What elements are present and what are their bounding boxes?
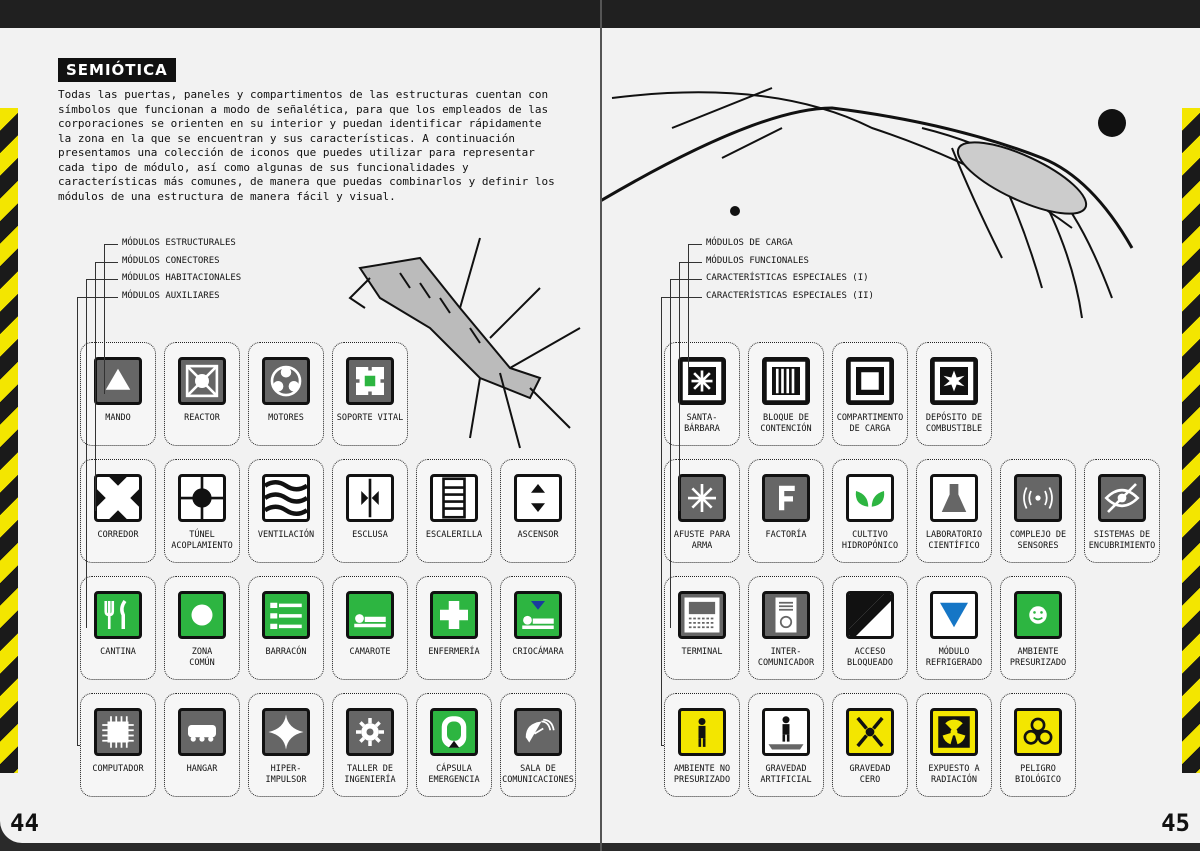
pod-icon — [430, 708, 478, 756]
module-tile — [1000, 693, 1076, 797]
cross-corridor-icon — [94, 474, 142, 522]
module-label: CANTINA — [100, 647, 136, 657]
chip-icon — [94, 708, 142, 756]
vehicle-icon — [178, 708, 226, 756]
gravity-icon — [762, 708, 810, 756]
module-label: VENTILACIÓN — [257, 530, 315, 540]
connector-line — [104, 244, 118, 245]
zero-g-icon — [846, 708, 894, 756]
legend-item: MÓDULOS AUXILIARES — [122, 290, 220, 301]
module-label: PELIGRO BIOLÓGICO — [1014, 764, 1062, 785]
legend-item: MÓDULOS FUNCIONALES — [706, 255, 809, 266]
ladder-icon — [430, 474, 478, 522]
connector-line — [77, 297, 118, 298]
module-label: TÚNEL ACOPLAMIENTO — [171, 530, 233, 551]
module-tile — [164, 693, 240, 797]
module-tile — [664, 342, 740, 446]
radiation-icon — [930, 708, 978, 756]
module-tile — [416, 576, 492, 680]
module-label: SALA DE COMUNICACIONES — [502, 764, 574, 785]
module-tile — [832, 576, 908, 680]
module-tile — [500, 459, 576, 563]
module-label: MANDO — [105, 413, 131, 423]
module-label: SOPORTE VITAL — [336, 413, 404, 423]
intro-paragraph: Todas las puertas, paneles y compartimentos de las estructuras cuentan con símbolos que funcionan a modo de señalética, para que los empleados de las corporaciones se orienten en su interior y puedan identificar rápidamente la zona en la que se encuentran y sus características. A continuación presentamos una colección de iconos que puedes utilizar para representar cada tipo de módulo, así como algunas de sus funcionalidades y características más comunes, de manera que puedas combinarlos y definir los módulos de una estructura de manera fácil y visual. — [58, 88, 555, 203]
intercom-icon — [762, 591, 810, 639]
page-number: 44 — [10, 809, 39, 837]
legend-left — [122, 235, 241, 305]
module-label: TALLER DE INGENIERÍA — [344, 764, 396, 785]
bed-icon — [346, 591, 394, 639]
module-label: CAMAROTE — [349, 647, 391, 657]
connector-line — [95, 262, 118, 263]
right-page — [602, 28, 1200, 843]
module-tile — [916, 576, 992, 680]
reactor-icon — [178, 357, 226, 405]
module-tile — [80, 576, 156, 680]
module-tile — [916, 693, 992, 797]
module-label: COMPUTADOR — [92, 764, 144, 774]
module-tile — [164, 576, 240, 680]
module-tile — [80, 459, 156, 563]
module-tile — [332, 576, 408, 680]
module-tile — [916, 342, 992, 446]
module-tile — [416, 693, 492, 797]
life-support-icon — [346, 357, 394, 405]
bars-icon — [762, 357, 810, 405]
module-label: CRIOCÁMARA — [512, 647, 564, 657]
module-tile — [164, 459, 240, 563]
cryo-icon — [514, 591, 562, 639]
module-label: CÁPSULA EMERGENCIA — [428, 764, 480, 785]
medical-cross-icon — [430, 591, 478, 639]
module-label: ACCESO BLOQUEADO — [846, 647, 894, 668]
module-label: BARRACÓN — [265, 647, 307, 657]
section-title: SEMIÓTICA — [58, 58, 176, 82]
connector-line — [688, 244, 689, 394]
bunks-icon — [262, 591, 310, 639]
connector-line — [661, 297, 702, 298]
module-label: REACTOR — [184, 413, 220, 423]
factory-icon — [762, 474, 810, 522]
module-tile — [1000, 576, 1076, 680]
connector-line — [670, 279, 671, 628]
module-label: LABORATORIO CIENTÍFICO — [925, 530, 983, 551]
module-label: ASCENSOR — [517, 530, 559, 540]
fan-icon — [262, 357, 310, 405]
circle-icon — [178, 591, 226, 639]
cloak-icon — [1098, 474, 1146, 522]
module-label: GRAVEDAD CERO — [849, 764, 891, 785]
page-number: 45 — [1161, 809, 1190, 837]
module-label: FACTORÍA — [765, 530, 807, 540]
connector-line — [86, 279, 118, 280]
module-label: ESCALERILLA — [425, 530, 483, 540]
module-label: SANTA- BÁRBARA — [684, 413, 720, 434]
module-tile — [748, 693, 824, 797]
module-tile — [748, 576, 824, 680]
biohazard-icon — [1014, 708, 1062, 756]
book-spine — [600, 0, 602, 851]
flask-icon — [930, 474, 978, 522]
module-tile — [164, 342, 240, 446]
module-tile — [248, 459, 324, 563]
module-tile — [80, 693, 156, 797]
star-icon — [262, 708, 310, 756]
module-tile — [500, 576, 576, 680]
cargo-icon — [846, 357, 894, 405]
module-label: MOTORES — [268, 413, 304, 423]
module-label: COMPLEJO DE SENSORES — [1009, 530, 1067, 551]
module-label: MÓDULO REFRIGERADO — [925, 647, 983, 668]
module-tile — [1084, 459, 1160, 563]
module-tile — [332, 342, 408, 446]
hazard-stripes — [1182, 108, 1200, 773]
person-icon — [678, 708, 726, 756]
terminal-icon — [678, 591, 726, 639]
module-label: GRAVEDAD ARTIFICIAL — [760, 764, 812, 785]
airlock-icon — [346, 474, 394, 522]
blocked-icon — [846, 591, 894, 639]
connector-line — [86, 279, 87, 628]
module-label: DEPÓSITO DE COMBUSTIBLE — [925, 413, 983, 434]
module-tile — [332, 693, 408, 797]
module-tile — [832, 693, 908, 797]
cutlery-icon — [94, 591, 142, 639]
elevator-icon — [514, 474, 562, 522]
module-label: ESCLUSA — [352, 530, 388, 540]
hazard-stripes — [0, 108, 18, 773]
module-tile — [748, 459, 824, 563]
docking-icon — [178, 474, 226, 522]
connector-line — [104, 244, 105, 394]
connector-line — [661, 297, 662, 746]
legend-item: MÓDULOS ESTRUCTURALES — [122, 238, 236, 248]
module-label: CULTIVO HIDROPÓNICO — [841, 530, 899, 551]
connector-line — [679, 262, 702, 263]
module-label: AMBIENTE PRESURIZADO — [1009, 647, 1067, 668]
module-tile — [248, 342, 324, 446]
module-label: AMBIENTE NO PRESURIZADO — [673, 764, 731, 785]
module-tile — [664, 576, 740, 680]
module-label: INTER- COMUNICADOR — [757, 647, 815, 668]
waves-icon — [262, 474, 310, 522]
module-label: TERMINAL — [681, 647, 723, 657]
legend-item: MÓDULOS HABITACIONALES — [122, 273, 242, 283]
fuel-icon — [930, 357, 978, 405]
module-tile — [832, 342, 908, 446]
legend-item: CARACTERÍSTICAS ESPECIALES (II) — [706, 290, 874, 301]
legend-item: CARACTERÍSTICAS ESPECIALES (I) — [706, 273, 869, 283]
left-page — [0, 28, 600, 843]
module-tile — [832, 459, 908, 563]
connector-line — [679, 262, 680, 512]
leaf-icon — [846, 474, 894, 522]
sensor-icon — [1014, 474, 1062, 522]
smile-icon — [1014, 591, 1062, 639]
connector-line — [688, 244, 702, 245]
armory-icon — [678, 357, 726, 405]
module-label: HIPER- IMPULSOR — [265, 764, 307, 785]
dish-icon — [514, 708, 562, 756]
connector-line — [670, 279, 702, 280]
cold-icon — [930, 591, 978, 639]
connector-line — [77, 745, 80, 746]
module-tile — [748, 342, 824, 446]
module-tile — [664, 693, 740, 797]
module-tile — [248, 576, 324, 680]
module-tile — [332, 459, 408, 563]
module-tile — [416, 459, 492, 563]
module-label: BLOQUE DE CONTENCIÓN — [760, 413, 812, 434]
module-label: ENFERMERÍA — [428, 647, 480, 657]
connector-line — [95, 262, 96, 512]
module-tile — [916, 459, 992, 563]
connector-line — [661, 745, 664, 746]
module-label: SISTEMAS DE ENCUBRIMIENTO — [1088, 530, 1156, 551]
module-tile — [664, 459, 740, 563]
module-label: ZONA COMÚN — [189, 647, 215, 668]
module-tile — [248, 693, 324, 797]
legend-item: MÓDULOS DE CARGA — [706, 238, 793, 248]
module-label: COMPARTIMENTO DE CARGA — [836, 413, 904, 434]
triangle-icon — [94, 357, 142, 405]
burst-icon — [678, 474, 726, 522]
gear-icon — [346, 708, 394, 756]
module-label: AFUSTE PARA ARMA — [673, 530, 731, 551]
module-label: HANGAR — [186, 764, 218, 774]
module-label: EXPUESTO A RADIACIÓN — [928, 764, 980, 785]
module-label: CORREDOR — [97, 530, 139, 540]
module-tile — [1000, 459, 1076, 563]
connector-line — [77, 297, 78, 746]
module-tile — [500, 693, 576, 797]
legend-right — [706, 235, 874, 305]
legend-item: MÓDULOS CONECTORES — [122, 255, 220, 266]
module-tile — [80, 342, 156, 446]
